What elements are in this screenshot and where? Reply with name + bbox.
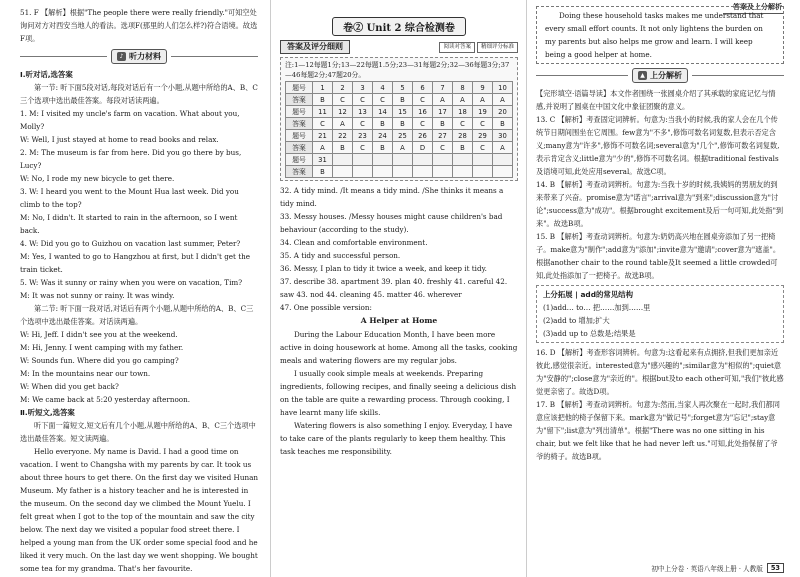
answer-cell xyxy=(453,154,473,166)
answer-cell: C xyxy=(413,94,433,106)
dialogue-line: M: We came back at 5:20 yesterday afternoon. xyxy=(20,395,191,404)
answer-cell: 20 xyxy=(493,106,513,118)
dialogue-line: W: Hi, Jeff. I didn't see you at the weekend. xyxy=(20,330,178,339)
essay-body xyxy=(280,328,518,458)
answer-cell: C xyxy=(313,118,333,130)
dialogue-line: M: Yes, I wanted to go to Hangzhou at first, but I didn't get the train ticket. xyxy=(20,252,251,274)
column-analysis xyxy=(526,0,800,577)
answer-cell: 6 xyxy=(413,82,433,94)
answer-cell xyxy=(453,166,473,178)
q17-explanation: 17. B 【解析】考查动词辨析。句意为:然而,当家人再次聚在一起时,我们都同意应该把他的椅子保留下来。mark意为"做记号";forget意为"忘记";stay意为"留下";list意为"列出清单"。根据"There was no one sitting in his chair, but we felt like that he had never left us."可知,此处指保留了爷爷的椅子。故选B项。 xyxy=(536,400,780,461)
extension-subtitle: add的常见结构 xyxy=(580,290,633,299)
unit-title: 卷② Unit 2 综合检测卷 xyxy=(332,17,466,36)
answer-table-row xyxy=(286,166,513,178)
page-number: 53 xyxy=(767,563,784,573)
answer-line: 37. describe 38. apartment 39. plan 40. freshly 41. careful 42. saw 43. nod 44. cleaning 45. matter 46. wherever xyxy=(280,277,508,299)
grading-header: 答案及评分细则 阅读对答案 精细评分标准 xyxy=(280,40,518,54)
answer-cell xyxy=(353,154,373,166)
extension-title: 上分拓展 xyxy=(543,290,573,299)
answer-cell: 9 xyxy=(473,82,493,94)
answer-cell: 25 xyxy=(393,130,413,142)
score-note: 注:1—12每题1分;13—22每题1.5分;23—31每题2分;32—36每题3分;37—46每题2分;47题20分。 xyxy=(285,61,510,79)
answer-cell xyxy=(373,166,393,178)
answer-cell: 26 xyxy=(413,130,433,142)
answer-cell xyxy=(333,154,353,166)
answer-cell: C xyxy=(353,118,373,130)
dialogue-line: M: In the mountains near our town. xyxy=(20,369,151,378)
answer-cell xyxy=(413,166,433,178)
header-right: 答案及上分解析 xyxy=(723,2,784,14)
answer-cell xyxy=(373,154,393,166)
essay-paragraph: I usually cook simple meals at weekends. Preparing ingredients, following recipes, and finally seeing a delicious dish on the table are quite a rewarding process. Through cooking, I have learnt many life skills. xyxy=(280,369,517,417)
section-1-title: Ⅰ.听对话,选答案 xyxy=(20,70,73,79)
answer-cell: 3 xyxy=(353,82,373,94)
dialogue-line: 1. M: I visited my uncle's farm on vacation. What about you, Molly? xyxy=(20,109,240,131)
answer-cell: B xyxy=(313,166,333,178)
footer xyxy=(651,563,784,573)
column-answers xyxy=(270,0,526,577)
answer-table-row xyxy=(286,118,513,130)
answer-cell xyxy=(493,154,513,166)
listening-passage: Hello everyone. My name is David. I had a good time on vacation. I went to Changsha with my parents by car. It took us about three hours to get there. On the first day we visited Hunan Museum. My father is a history teacher and he is interested in the museum. On the second day we climbed the Mount Yuelu. I felt great when I got to the top of the mountain and saw the city below. The next day we visited a popular food street there. I helped a young man from the UK order some special food and he liked it very much. On the last day we went shopping. We bought some tea for my grandma. That's her favourite. xyxy=(20,447,259,573)
answer-cell: 答案 xyxy=(286,118,313,130)
answer-cell xyxy=(333,166,353,178)
answer-cell: A xyxy=(493,94,513,106)
answer-cell: 题号 xyxy=(286,106,313,118)
q15-explanation: 15. B 【解析】考查动词辨析。句意为:奶奶高兴地在圆桌旁添加了另一把椅子。make意为"制作";add意为"添加";invite意为"邀请";cover意为"遮盖"。根据another chair to the round table及It seemed a little crowded可知,此处指添加了一把椅子。故选B项。 xyxy=(536,232,781,280)
answer-table-row xyxy=(286,130,513,142)
answer-cell: 30 xyxy=(493,130,513,142)
short-answers xyxy=(280,184,518,314)
cloze-intro: 【完形填空·语篇导读】本文作者围绕一张圆桌介绍了其承载的家庭记忆与情感,并说明了圆桌在中国文化中象征团聚的意义。 xyxy=(536,89,776,111)
essay-paragraph: Watering flowers is also something I enjoy. Everyday, I have to take care of the plants regularly to keep them healthy. This task teaches me responsibility. xyxy=(280,421,513,456)
dialogue-part-2 xyxy=(20,328,258,406)
answer-cell xyxy=(493,166,513,178)
answer-cell: 题号 xyxy=(286,130,313,142)
answer-cell: C xyxy=(333,94,353,106)
answer-cell: B xyxy=(373,142,393,154)
answer-cell: 27 xyxy=(433,130,453,142)
answer-cell: A xyxy=(313,142,333,154)
answer-line: 35. A tidy and successful person. xyxy=(280,251,401,260)
answer-cell: 19 xyxy=(473,106,493,118)
answer-cell: 29 xyxy=(473,130,493,142)
answer-cell: C xyxy=(473,142,493,154)
dialogue-part-1 xyxy=(20,107,258,302)
listening-header: ♪ 听力材料 xyxy=(20,49,258,64)
dialogue-line: 2. M: The museum is far from here. Did you go there by bus, Lucy? xyxy=(20,148,242,170)
answer-table-row xyxy=(286,94,513,106)
answer-cell: 22 xyxy=(333,130,353,142)
answer-cell: 13 xyxy=(353,106,373,118)
answer-cell: B xyxy=(393,94,413,106)
answer-line: 47. One possible version: xyxy=(280,303,372,312)
answer-cell: B xyxy=(333,142,353,154)
answer-table-row xyxy=(286,106,513,118)
answer-cell: B xyxy=(453,142,473,154)
answer-cell: 4 xyxy=(373,82,393,94)
answer-line: 33. Messy houses. /Messy houses might cause children's bad behaviour (according to the study). xyxy=(280,212,503,234)
answer-table-row xyxy=(286,82,513,94)
answer-cell: C xyxy=(473,118,493,130)
dialogue-line: M: No, I didn't. It started to rain in the afternoon, so I went back. xyxy=(20,213,238,235)
answer-cell: C xyxy=(433,142,453,154)
answer-cell: 31 xyxy=(313,154,333,166)
answer-cell: 答案 xyxy=(286,94,313,106)
answer-cell: 7 xyxy=(433,82,453,94)
section-1-instructions: 第一节: 听下面5段对话,每段对话后有一个小题,从题中所给的A、B、C三个选项中选出最佳答案。每段对话读两遍。 xyxy=(20,83,258,105)
answer-cell: 题号 xyxy=(286,82,313,94)
answer-cell: A xyxy=(453,94,473,106)
q51-explanation: 51. F 【解析】根据"The people there were really friendly."可知空处询问对方对西安当地人的看法。选项F(那里的人们怎么样?)符合语境。故选F项。 xyxy=(20,8,258,43)
answer-cell: C xyxy=(353,94,373,106)
answer-cell: 17 xyxy=(433,106,453,118)
q13-explanation: 13. C 【解析】考查固定词辨析。句意为:当我小的时候,我的家人会在几个传统节日期间围坐在它周围。few意为"不多",修饰可数名词复数,但表示否定含义;many意为"许多",修饰不可数名词;several意为"几个",修饰可数名词复数,表示肯定含义;little意为"少的",修饰不可数名词。根据traditional festivals及语境可知,此处应用several。故选C项。 xyxy=(536,115,780,176)
essay-paragraph: During the Labour Education Month, I have been more active in doing housework at home. Among all the tasks, cooking meals and watering flowers are my regular jobs. xyxy=(280,330,518,365)
extension-box: 上分拓展 | add的常见结构 (1)add… to… 把……加到……里 (2)add to 增加;扩大 (3)add up to 总数是;结果是 xyxy=(536,285,784,343)
dialogue-line: W: When did you get back? xyxy=(20,382,119,391)
answer-cell: 5 xyxy=(393,82,413,94)
answer-cell: C xyxy=(353,142,373,154)
q16-explanation: 16. D 【解析】考查形容词辨析。句意为:这看起来有点拥挤,但我们更加亲近彼此,感觉很亲近。interested意为"感兴趣的";similar意为"相似的";quiet意为"安静的";close意为"亲近的"。根据but及to each other可知,"我们"彼此感觉更亲密了。故选D项。 xyxy=(536,348,784,396)
answer-cell: 18 xyxy=(453,106,473,118)
answer-cell xyxy=(473,154,493,166)
answer-cell: 12 xyxy=(333,106,353,118)
extension-item: (2)add to 增加;扩大 xyxy=(543,316,610,325)
dialogue-line: W: Sounds fun. Where did you go camping? xyxy=(20,356,179,365)
answer-cell xyxy=(393,166,413,178)
answer-cell: 14 xyxy=(373,106,393,118)
essay-title: A Helper at Home xyxy=(360,316,438,325)
answer-table-row xyxy=(286,154,513,166)
answer-cell xyxy=(433,154,453,166)
dialogue-line: W: No, I rode my new bicycle to get there. xyxy=(20,174,175,183)
answer-cell: 23 xyxy=(353,130,373,142)
section-2-instructions: 听下面一篇短文,短文后有几个小题,从题中所给的A、B、C三个选项中选出最佳答案。短文读两遍。 xyxy=(20,421,256,443)
dialogue-line: 3. W: I heard you went to the Mount Hua last week. Did you climb to the top? xyxy=(20,187,239,209)
answer-cell: A xyxy=(433,94,453,106)
answer-cell: C xyxy=(453,118,473,130)
answer-line: 32. A tidy mind. /It means a tidy mind. /She thinks it means a tidy mind. xyxy=(280,186,504,208)
answer-cell xyxy=(413,154,433,166)
answer-cell: 答案 xyxy=(286,142,313,154)
answer-line: 36. Messy, I plan to tidy it twice a week, and keep it tidy. xyxy=(280,264,487,273)
answer-cell: 15 xyxy=(393,106,413,118)
section-1-part-2-instructions: 第二节: 听下面一段对话,对话后有两个小题,从题中所给的A、B、C三个选项中选出最佳答案。对话读两遍。 xyxy=(20,304,254,326)
footer-book: 初中上分卷 · 英语八年级上册 · 人教版 xyxy=(651,565,763,573)
tag-scoring: 精细评分标准 xyxy=(477,42,518,53)
dialogue-line: W: Well, I just stayed at home to read books and relax. xyxy=(20,135,219,144)
answer-line: 34. Clean and comfortable environment. xyxy=(280,238,428,247)
column-listening xyxy=(0,0,270,577)
answer-table xyxy=(285,81,513,178)
answer-cell: 28 xyxy=(453,130,473,142)
answer-cell: 2 xyxy=(333,82,353,94)
answer-cell: C xyxy=(413,118,433,130)
headphone-icon: ♪ xyxy=(117,52,126,61)
answer-cell: A xyxy=(473,94,493,106)
dialogue-line: 4. W: Did you go to Guizhou on vacation last summer, Peter? xyxy=(20,239,241,248)
answer-cell: 11 xyxy=(313,106,333,118)
tag-check-answers: 阅读对答案 xyxy=(439,42,475,53)
answer-cell xyxy=(353,166,373,178)
answer-cell xyxy=(433,166,453,178)
answer-cell xyxy=(473,166,493,178)
answer-cell: 题号 xyxy=(286,154,313,166)
answer-table-row xyxy=(286,142,513,154)
answer-cell: 24 xyxy=(373,130,393,142)
answer-cell: B xyxy=(373,118,393,130)
answer-cell: D xyxy=(413,142,433,154)
answer-box xyxy=(280,57,518,181)
answer-cell: A xyxy=(393,142,413,154)
answer-cell: 答案 xyxy=(286,166,313,178)
section-2-title: Ⅱ.听短文,选答案 xyxy=(20,408,75,417)
dialogue-line: M: It was not sunny or rainy. It was windy. xyxy=(20,291,175,300)
essay-continued-box: Doing these household tasks makes me understand that every small effort counts. It not only lightens the burden on my parents but also helps me grow and learn. I will keep being a good helper at home. xyxy=(536,6,784,64)
answer-cell: B xyxy=(433,118,453,130)
answer-cell: 8 xyxy=(453,82,473,94)
answer-cell: A xyxy=(333,118,353,130)
answer-cell: B xyxy=(493,118,513,130)
q14-explanation: 14. B 【解析】考查动词辨析。句意为:当我十岁的时候,我姨妈的男朋友的到来带来了兴奋。promise意为"诺言";arrival意为"到来";discussion意为"讨论";success意为"成功"。根据brought excitement及后一句可知,此处指"到来"。故选B项。 xyxy=(536,180,784,228)
analysis-header: ▲ 上分解析 xyxy=(536,68,784,83)
answer-cell: 21 xyxy=(313,130,333,142)
answer-cell: C xyxy=(373,94,393,106)
answer-cell xyxy=(393,154,413,166)
chart-up-icon: ▲ xyxy=(638,71,647,80)
answer-cell: 10 xyxy=(493,82,513,94)
extension-item: (1)add… to… 把……加到……里 xyxy=(543,303,651,312)
dialogue-line: M: Hi, Jenny. I went camping with my father. xyxy=(20,343,184,352)
answer-cell: B xyxy=(313,94,333,106)
answer-cell: B xyxy=(393,118,413,130)
extension-item: (3)add up to 总数是;结果是 xyxy=(543,329,636,338)
dialogue-line: 5. W: Was it sunny or rainy when you were on vacation, Tim? xyxy=(20,278,243,287)
answer-cell: A xyxy=(493,142,513,154)
answer-cell: 1 xyxy=(313,82,333,94)
answer-cell: 16 xyxy=(413,106,433,118)
